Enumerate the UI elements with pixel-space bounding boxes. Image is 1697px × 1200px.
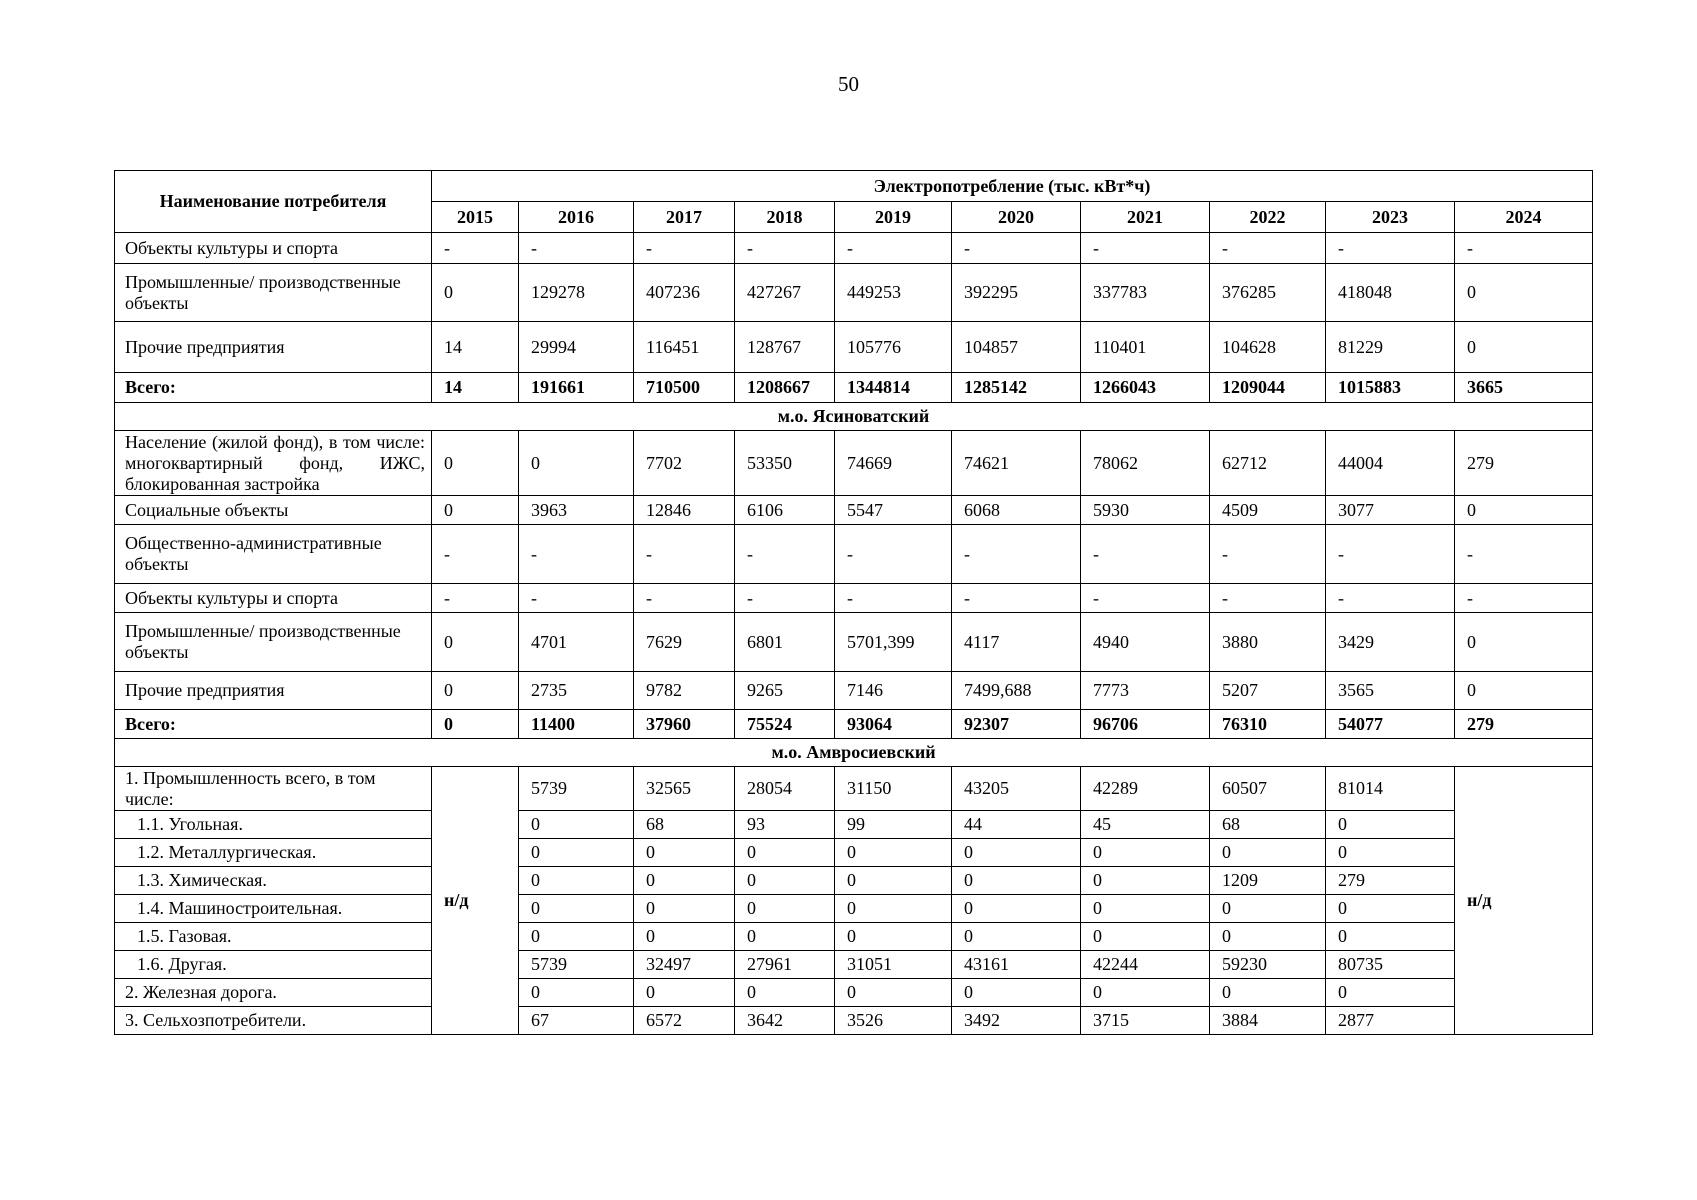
cell-value: 392295 (952, 264, 1081, 322)
cell-value: 12846 (634, 496, 735, 525)
cell-value: 42244 (1081, 951, 1210, 979)
cell-value: 45 (1081, 811, 1210, 839)
cell-value: 0 (835, 923, 952, 951)
cell-value: 0 (952, 839, 1081, 867)
cell-value: 0 (519, 811, 634, 839)
cell-value: 427267 (735, 264, 835, 322)
cell-value: 96706 (1081, 710, 1210, 739)
cell-value: - (952, 584, 1081, 613)
cell-value: 5930 (1081, 496, 1210, 525)
cell-value: 0 (634, 839, 735, 867)
cell-value: 0 (735, 979, 835, 1007)
cell-value: - (634, 584, 735, 613)
section-header-amvrosievsky (115, 739, 1593, 767)
cell-value: 6801 (735, 613, 835, 672)
cell-value: 279 (1326, 867, 1455, 895)
cell-no-data-2015: н/д (432, 767, 519, 1035)
row-label: 1. Промышленность всего, в том числе: (115, 767, 432, 811)
header-year-2020: 2020 (952, 202, 1081, 233)
cell-value: - (1326, 233, 1455, 264)
cell-value: 1344814 (835, 373, 952, 403)
cell-value: 5739 (519, 767, 634, 811)
table-row (115, 867, 1593, 895)
row-label: Объекты культуры и спорта (115, 233, 432, 264)
cell-value: 337783 (1081, 264, 1210, 322)
table-row (115, 1007, 1593, 1035)
table-row (115, 839, 1593, 867)
cell-value: 6106 (735, 496, 835, 525)
cell-value: 32497 (634, 951, 735, 979)
cell-value: 3642 (735, 1007, 835, 1035)
cell-value: - (1210, 584, 1326, 613)
cell-value: 62712 (1210, 431, 1326, 496)
cell-value: 0 (519, 431, 634, 496)
cell-value: 3565 (1326, 672, 1455, 710)
cell-value: - (1455, 233, 1593, 264)
cell-value: 60507 (1210, 767, 1326, 811)
cell-value: 0 (835, 839, 952, 867)
row-label: 1.2. Металлургическая. (115, 839, 432, 867)
cell-value: 74669 (835, 431, 952, 496)
cell-value: 0 (432, 264, 519, 322)
cell-value: 1209044 (1210, 373, 1326, 403)
cell-value: 191661 (519, 373, 634, 403)
cell-value: 449253 (835, 264, 952, 322)
cell-value: 11400 (519, 710, 634, 739)
cell-value: 78062 (1081, 431, 1210, 496)
cell-value: - (1455, 584, 1593, 613)
cell-value: - (432, 525, 519, 584)
cell-value: 0 (1210, 923, 1326, 951)
table-row (115, 584, 1593, 613)
row-label: 1.1. Угольная. (115, 811, 432, 839)
cell-value: - (1326, 525, 1455, 584)
cell-value: 27961 (735, 951, 835, 979)
cell-value: 3884 (1210, 1007, 1326, 1035)
cell-value: 3963 (519, 496, 634, 525)
cell-value: 31051 (835, 951, 952, 979)
cell-value: 32565 (634, 767, 735, 811)
cell-value: 1209 (1210, 867, 1326, 895)
cell-value: 4701 (519, 613, 634, 672)
cell-value: 9265 (735, 672, 835, 710)
cell-value: 6068 (952, 496, 1081, 525)
row-label: Промышленные/ производственные объекты (115, 613, 432, 672)
cell-value: 0 (519, 979, 634, 1007)
cell-value: 5701,399 (835, 613, 952, 672)
cell-value: 1208667 (735, 373, 835, 403)
cell-value: 4940 (1081, 613, 1210, 672)
cell-value: 0 (1081, 839, 1210, 867)
row-label: Общественно-административные объекты (115, 525, 432, 584)
cell-value: 3880 (1210, 613, 1326, 672)
total-row (115, 373, 1593, 403)
cell-value: - (735, 233, 835, 264)
cell-value: 0 (952, 867, 1081, 895)
cell-value: 0 (432, 496, 519, 525)
header-row-group (115, 171, 1593, 202)
cell-value: 0 (1326, 839, 1455, 867)
cell-value: 0 (1455, 264, 1593, 322)
cell-value: 43205 (952, 767, 1081, 811)
cell-value: 9782 (634, 672, 735, 710)
cell-value: 1266043 (1081, 373, 1210, 403)
cell-value: 5739 (519, 951, 634, 979)
cell-value: 279 (1455, 710, 1593, 739)
cell-value: 0 (634, 923, 735, 951)
section-title: м.о. Ясиноватский (115, 403, 1593, 431)
cell-value: - (735, 525, 835, 584)
cell-value: 5207 (1210, 672, 1326, 710)
page-number: 50 (838, 72, 859, 96)
cell-value: 0 (519, 839, 634, 867)
cell-value: - (432, 584, 519, 613)
cell-value: - (634, 525, 735, 584)
cell-value: 128767 (735, 322, 835, 373)
row-label: Прочие предприятия (115, 672, 432, 710)
cell-value: 0 (519, 867, 634, 895)
table-row (115, 496, 1593, 525)
cell-value: 0 (1081, 923, 1210, 951)
cell-value: 0 (634, 895, 735, 923)
cell-value: 3665 (1455, 373, 1593, 403)
cell-value: - (1210, 525, 1326, 584)
cell-value: 279 (1455, 431, 1593, 496)
table-row (115, 613, 1593, 672)
cell-value: 80735 (1326, 951, 1455, 979)
cell-value: 0 (735, 895, 835, 923)
table-row (115, 672, 1593, 710)
cell-value: 7773 (1081, 672, 1210, 710)
cell-value: 44 (952, 811, 1081, 839)
cell-value: 0 (1326, 811, 1455, 839)
row-label: Всего: (115, 710, 432, 739)
cell-value: 418048 (1326, 264, 1455, 322)
cell-value: - (1081, 525, 1210, 584)
table-row (115, 322, 1593, 373)
header-year-2018: 2018 (735, 202, 835, 233)
cell-value: 3715 (1081, 1007, 1210, 1035)
cell-value: 0 (432, 672, 519, 710)
cell-value: 0 (1326, 979, 1455, 1007)
cell-value: 75524 (735, 710, 835, 739)
cell-value: 3526 (835, 1007, 952, 1035)
row-label: 3. Сельхозпотребители. (115, 1007, 432, 1035)
cell-value: 44004 (1326, 431, 1455, 496)
cell-value: 7146 (835, 672, 952, 710)
cell-value: 0 (1081, 867, 1210, 895)
cell-value: 0 (835, 867, 952, 895)
cell-value: 74621 (952, 431, 1081, 496)
cell-value: 104628 (1210, 322, 1326, 373)
table-row (115, 895, 1593, 923)
cell-value: 67 (519, 1007, 634, 1035)
table-row (115, 264, 1593, 322)
table-row (115, 431, 1593, 496)
cell-value: 0 (1081, 895, 1210, 923)
cell-value: 76310 (1210, 710, 1326, 739)
row-label: Население (жилой фонд), в том числе: многоквартирный фонд, ИЖС, блокированная застройка (115, 431, 432, 496)
table-row (115, 525, 1593, 584)
cell-value: 0 (952, 923, 1081, 951)
cell-value: 59230 (1210, 951, 1326, 979)
cell-value: 4117 (952, 613, 1081, 672)
cell-value: 37960 (634, 710, 735, 739)
cell-value: 3492 (952, 1007, 1081, 1035)
header-year-2021: 2021 (1081, 202, 1210, 233)
cell-value: - (432, 233, 519, 264)
row-label: 1.5. Газовая. (115, 923, 432, 951)
cell-value: 53350 (735, 431, 835, 496)
cell-value: 7702 (634, 431, 735, 496)
cell-value: - (835, 233, 952, 264)
cell-value: 68 (634, 811, 735, 839)
cell-value: - (519, 233, 634, 264)
cell-value: 0 (1210, 979, 1326, 1007)
cell-value: 104857 (952, 322, 1081, 373)
header-year-2023: 2023 (1326, 202, 1455, 233)
cell-value: 2735 (519, 672, 634, 710)
cell-value: - (519, 525, 634, 584)
header-consumer-name: Наименование потребителя (115, 171, 432, 233)
cell-value: 0 (835, 979, 952, 1007)
cell-value: - (952, 525, 1081, 584)
table-row (115, 767, 1593, 811)
cell-value: 3429 (1326, 613, 1455, 672)
cell-value: 99 (835, 811, 952, 839)
section-header-yasinovatsky (115, 403, 1593, 431)
header-year-2019: 2019 (835, 202, 952, 233)
cell-value: - (1081, 584, 1210, 613)
cell-value: - (634, 233, 735, 264)
cell-value: - (1455, 525, 1593, 584)
row-label: Прочие предприятия (115, 322, 432, 373)
cell-value: 129278 (519, 264, 634, 322)
cell-value: 29994 (519, 322, 634, 373)
cell-no-data-2024: н/д (1455, 767, 1593, 1035)
header-year-2016: 2016 (519, 202, 634, 233)
cell-value: - (1326, 584, 1455, 613)
cell-value: 376285 (1210, 264, 1326, 322)
cell-value: 81014 (1326, 767, 1455, 811)
cell-value: 0 (735, 867, 835, 895)
cell-value: 710500 (634, 373, 735, 403)
cell-value: 0 (519, 895, 634, 923)
cell-value: 43161 (952, 951, 1081, 979)
header-year-2024: 2024 (1455, 202, 1593, 233)
cell-value: - (1081, 233, 1210, 264)
cell-value: 81229 (1326, 322, 1455, 373)
cell-value: 110401 (1081, 322, 1210, 373)
cell-value: 0 (1210, 895, 1326, 923)
row-label: 1.6. Другая. (115, 951, 432, 979)
cell-value: 93 (735, 811, 835, 839)
cell-value: 0 (1455, 672, 1593, 710)
row-label: 1.4. Машиностроительная. (115, 895, 432, 923)
cell-value: 0 (634, 867, 735, 895)
cell-value: 28054 (735, 767, 835, 811)
cell-value: 2877 (1326, 1007, 1455, 1035)
cell-value: 4509 (1210, 496, 1326, 525)
cell-value: 0 (1455, 613, 1593, 672)
cell-value: 6572 (634, 1007, 735, 1035)
header-year-2017: 2017 (634, 202, 735, 233)
cell-value: 0 (1326, 895, 1455, 923)
cell-value: 0 (735, 839, 835, 867)
cell-value: 0 (432, 613, 519, 672)
cell-value: 1015883 (1326, 373, 1455, 403)
cell-value: 92307 (952, 710, 1081, 739)
cell-value: 68 (1210, 811, 1326, 839)
cell-value: 7499,688 (952, 672, 1081, 710)
cell-value: 0 (1210, 839, 1326, 867)
cell-value: 0 (1455, 496, 1593, 525)
cell-value: - (519, 584, 634, 613)
total-row (115, 710, 1593, 739)
cell-value: - (952, 233, 1081, 264)
cell-value: 54077 (1326, 710, 1455, 739)
cell-value: - (735, 584, 835, 613)
cell-value: - (1210, 233, 1326, 264)
cell-value: 0 (1455, 322, 1593, 373)
cell-value: 0 (835, 895, 952, 923)
row-label: Промышленные/ производственные объекты (115, 264, 432, 322)
table-row (115, 951, 1593, 979)
cell-value: 0 (952, 979, 1081, 1007)
cell-value: - (835, 584, 952, 613)
cell-value: 5547 (835, 496, 952, 525)
table-row (115, 811, 1593, 839)
cell-value: 0 (735, 923, 835, 951)
cell-value: 407236 (634, 264, 735, 322)
cell-value: 0 (1326, 923, 1455, 951)
electricity-consumption-table (114, 170, 1593, 1035)
cell-value: 0 (952, 895, 1081, 923)
cell-value: 7629 (634, 613, 735, 672)
header-consumption-group: Электропотребление (тыс. кВт*ч) (432, 171, 1593, 202)
table-row (115, 923, 1593, 951)
row-label: 2. Железная дорога. (115, 979, 432, 1007)
cell-value: 3077 (1326, 496, 1455, 525)
cell-value: 1285142 (952, 373, 1081, 403)
header-year-2022: 2022 (1210, 202, 1326, 233)
table-row (115, 233, 1593, 264)
row-label: Всего: (115, 373, 432, 403)
row-label: Социальные объекты (115, 496, 432, 525)
header-year-2015: 2015 (432, 202, 519, 233)
cell-value: 0 (519, 923, 634, 951)
row-label: 1.3. Химическая. (115, 867, 432, 895)
cell-value: 116451 (634, 322, 735, 373)
cell-value: 0 (432, 710, 519, 739)
cell-value: - (835, 525, 952, 584)
row-label: Объекты культуры и спорта (115, 584, 432, 613)
cell-value: 0 (432, 431, 519, 496)
table-body (115, 233, 1593, 1035)
cell-value: 31150 (835, 767, 952, 811)
cell-value: 0 (1081, 979, 1210, 1007)
table-row (115, 979, 1593, 1007)
cell-value: 14 (432, 373, 519, 403)
cell-value: 0 (634, 979, 735, 1007)
section-title: м.о. Амвросиевский (115, 739, 1593, 767)
cell-value: 105776 (835, 322, 952, 373)
cell-value: 14 (432, 322, 519, 373)
cell-value: 93064 (835, 710, 952, 739)
cell-value: 42289 (1081, 767, 1210, 811)
